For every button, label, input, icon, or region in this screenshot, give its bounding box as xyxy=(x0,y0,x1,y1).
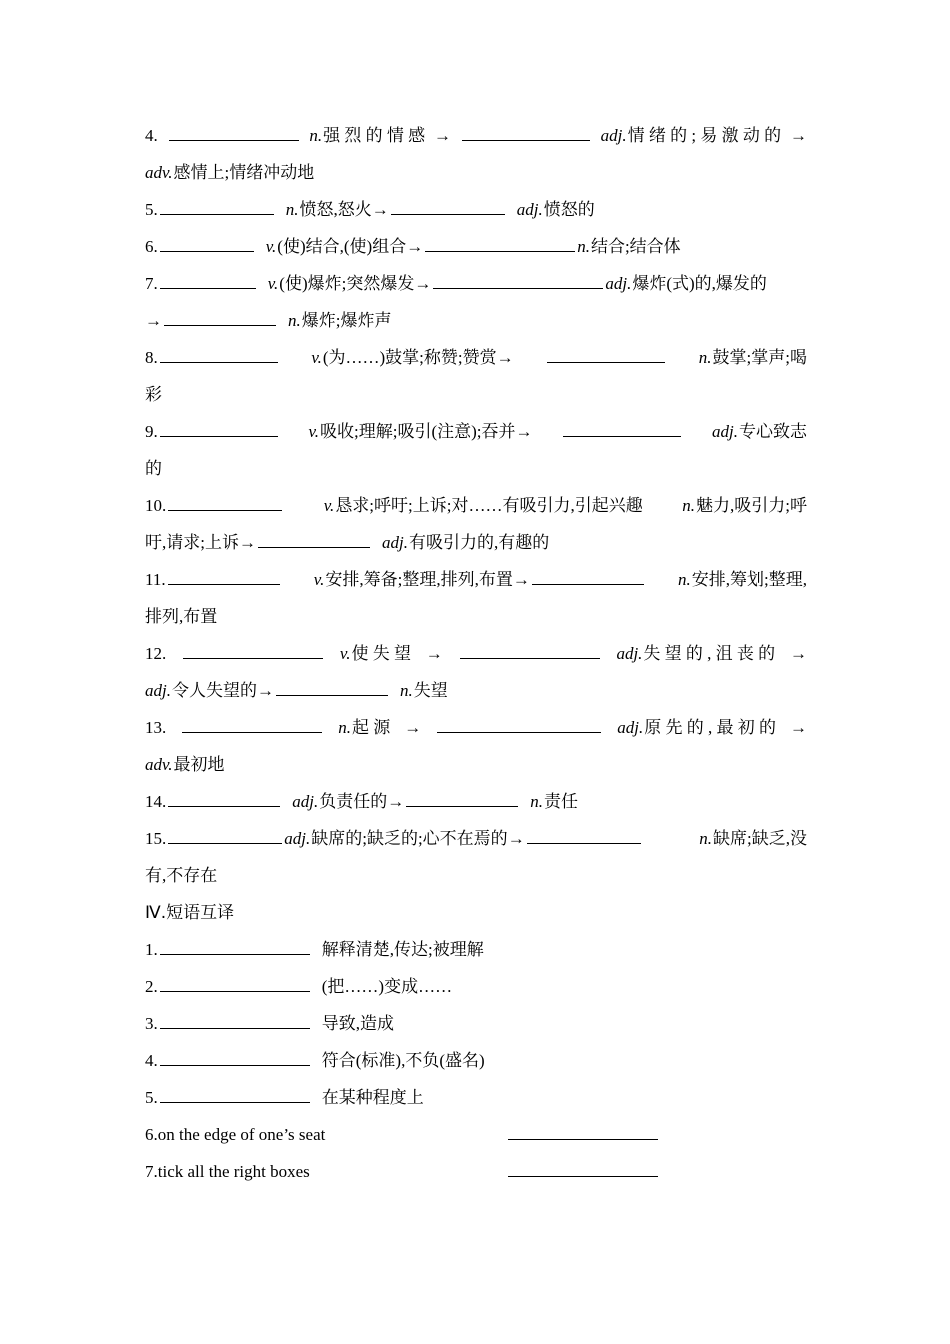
answer-blank[interactable] xyxy=(433,273,603,289)
vocab-item-5: 5. n.愤怒,怒火→ adj.愤怒的 xyxy=(145,200,595,219)
vocab-item-9: 9. v.吸收;理解;吸引(注意);吞并→ adj.专心致志 xyxy=(145,422,807,441)
answer-blank[interactable] xyxy=(168,495,282,511)
answer-blank[interactable] xyxy=(160,199,274,215)
answer-blank[interactable] xyxy=(169,125,299,141)
answer-blank[interactable] xyxy=(160,939,310,955)
vocab-item-13-wrap: adv.最初地 xyxy=(145,755,225,774)
arrow-icon: → xyxy=(425,644,443,663)
answer-blank[interactable] xyxy=(437,717,601,733)
answer-blank[interactable] xyxy=(164,310,276,326)
answer-blank[interactable] xyxy=(460,643,600,659)
answer-blank[interactable] xyxy=(462,125,590,141)
phrase-item-5: 5. 在某种程度上 xyxy=(145,1088,424,1107)
vocab-item-12-wrap: adj.令人失望的→ n.失望 xyxy=(145,681,448,700)
vocab-item-10-wrap: 吁,请求;上诉→ adj.有吸引力的,有趣的 xyxy=(145,533,550,552)
vocab-item-8-wrap: 彩 xyxy=(145,385,162,404)
arrow-icon: → xyxy=(256,681,274,700)
answer-blank[interactable] xyxy=(168,791,280,807)
arrow-icon: → xyxy=(406,237,424,256)
phrase-item-1: 1. 解释清楚,传达;被理解 xyxy=(145,940,484,959)
vocab-item-8: 8. v.(为……)鼓掌;称赞;赞赏→ n.鼓掌;掌声;喝 xyxy=(145,348,807,367)
vocab-item-13: 13. n.起 源 → adj.原 先 的 , 最 初 的 → xyxy=(145,716,807,753)
arrow-icon: → xyxy=(496,348,514,367)
answer-blank[interactable] xyxy=(527,828,641,844)
answer-blank[interactable] xyxy=(168,828,282,844)
vocab-item-11-wrap: 排列,布置 xyxy=(145,607,218,626)
arrow-icon: → xyxy=(515,422,533,441)
answer-blank[interactable] xyxy=(508,1124,658,1140)
phrase-item-7: 7.tick all the right boxes xyxy=(145,1160,807,1197)
answer-blank[interactable] xyxy=(183,643,323,659)
arrow-icon: → xyxy=(507,829,525,848)
phrase-item-2: 2. (把……)变成…… xyxy=(145,977,453,996)
vocab-item-7: 7. v.(使)爆炸;突然爆发→ adj.爆炸(式)的,爆发的 xyxy=(145,274,767,293)
answer-blank[interactable] xyxy=(160,1013,310,1029)
answer-blank[interactable] xyxy=(160,236,254,252)
vocab-item-6: 6. v.(使)结合,(使)组合→ n.结合;结合体 xyxy=(145,237,681,256)
answer-blank[interactable] xyxy=(182,717,322,733)
answer-blank[interactable] xyxy=(160,347,278,363)
arrow-icon: → xyxy=(387,792,405,811)
answer-blank[interactable] xyxy=(276,680,388,696)
vocab-item-14: 14. adj.负责任的→ n.责任 xyxy=(145,792,578,811)
vocab-item-7-wrap: → n.爆炸;爆炸声 xyxy=(145,311,392,330)
answer-blank[interactable] xyxy=(563,421,681,437)
phrase-item-3: 3. 导致,造成 xyxy=(145,1014,394,1033)
arrow-icon: → xyxy=(512,570,530,589)
answer-blank[interactable] xyxy=(406,791,518,807)
section-title: Ⅳ.短语互译 xyxy=(145,903,235,923)
arrow-icon: → xyxy=(404,718,422,737)
vocab-item-11: 11. v.安排,筹备;整理,排列,布置→ n.安排,筹划;整理, xyxy=(145,570,807,589)
answer-blank[interactable] xyxy=(160,1087,310,1103)
vocab-item-15-wrap: 有,不存在 xyxy=(145,866,218,885)
answer-blank[interactable] xyxy=(532,569,644,585)
arrow-icon: → xyxy=(414,274,432,293)
answer-blank[interactable] xyxy=(425,236,575,252)
answer-blank[interactable] xyxy=(160,421,278,437)
arrow-icon: → xyxy=(433,126,451,145)
vocab-item-12: 12. v.使 失 望 → adj.失 望 的 , 沮 丧 的 → xyxy=(145,642,807,679)
arrow-icon: → xyxy=(789,126,807,145)
arrow-icon: → xyxy=(790,644,807,663)
phrase-item-4: 4. 符合(标准),不负(盛名) xyxy=(145,1051,485,1070)
answer-blank[interactable] xyxy=(258,532,370,548)
exercise-content xyxy=(145,124,807,1197)
vocab-item-4-wrap: adv.感情上;情绪冲动地 xyxy=(145,163,315,182)
answer-blank[interactable] xyxy=(160,273,256,289)
vocab-item-9-wrap: 的 xyxy=(145,459,162,478)
answer-blank[interactable] xyxy=(160,1050,310,1066)
answer-blank[interactable] xyxy=(508,1161,658,1177)
vocab-item-4: 4. n.强 烈 的 情 感 → adj.情 绪 的 ; 易 激 动 的 → xyxy=(145,124,807,161)
arrow-icon: → xyxy=(238,533,256,552)
vocab-item-10: 10. v.恳求;呼吁;上诉;对……有吸引力,引起兴趣 n.魅力,吸引力;呼 xyxy=(145,496,807,515)
phrase-item-6: 6.on the edge of one’s seat xyxy=(145,1123,807,1160)
answer-blank[interactable] xyxy=(547,347,665,363)
answer-blank[interactable] xyxy=(168,569,280,585)
answer-blank[interactable] xyxy=(391,199,505,215)
answer-blank[interactable] xyxy=(160,976,310,992)
arrow-icon: → xyxy=(371,200,389,219)
arrow-icon: → xyxy=(789,718,807,737)
vocab-item-15: 15. adj.缺席的;缺乏的;心不在焉的→ n.缺席;缺乏,没 xyxy=(145,829,807,848)
arrow-icon: → xyxy=(145,311,162,330)
